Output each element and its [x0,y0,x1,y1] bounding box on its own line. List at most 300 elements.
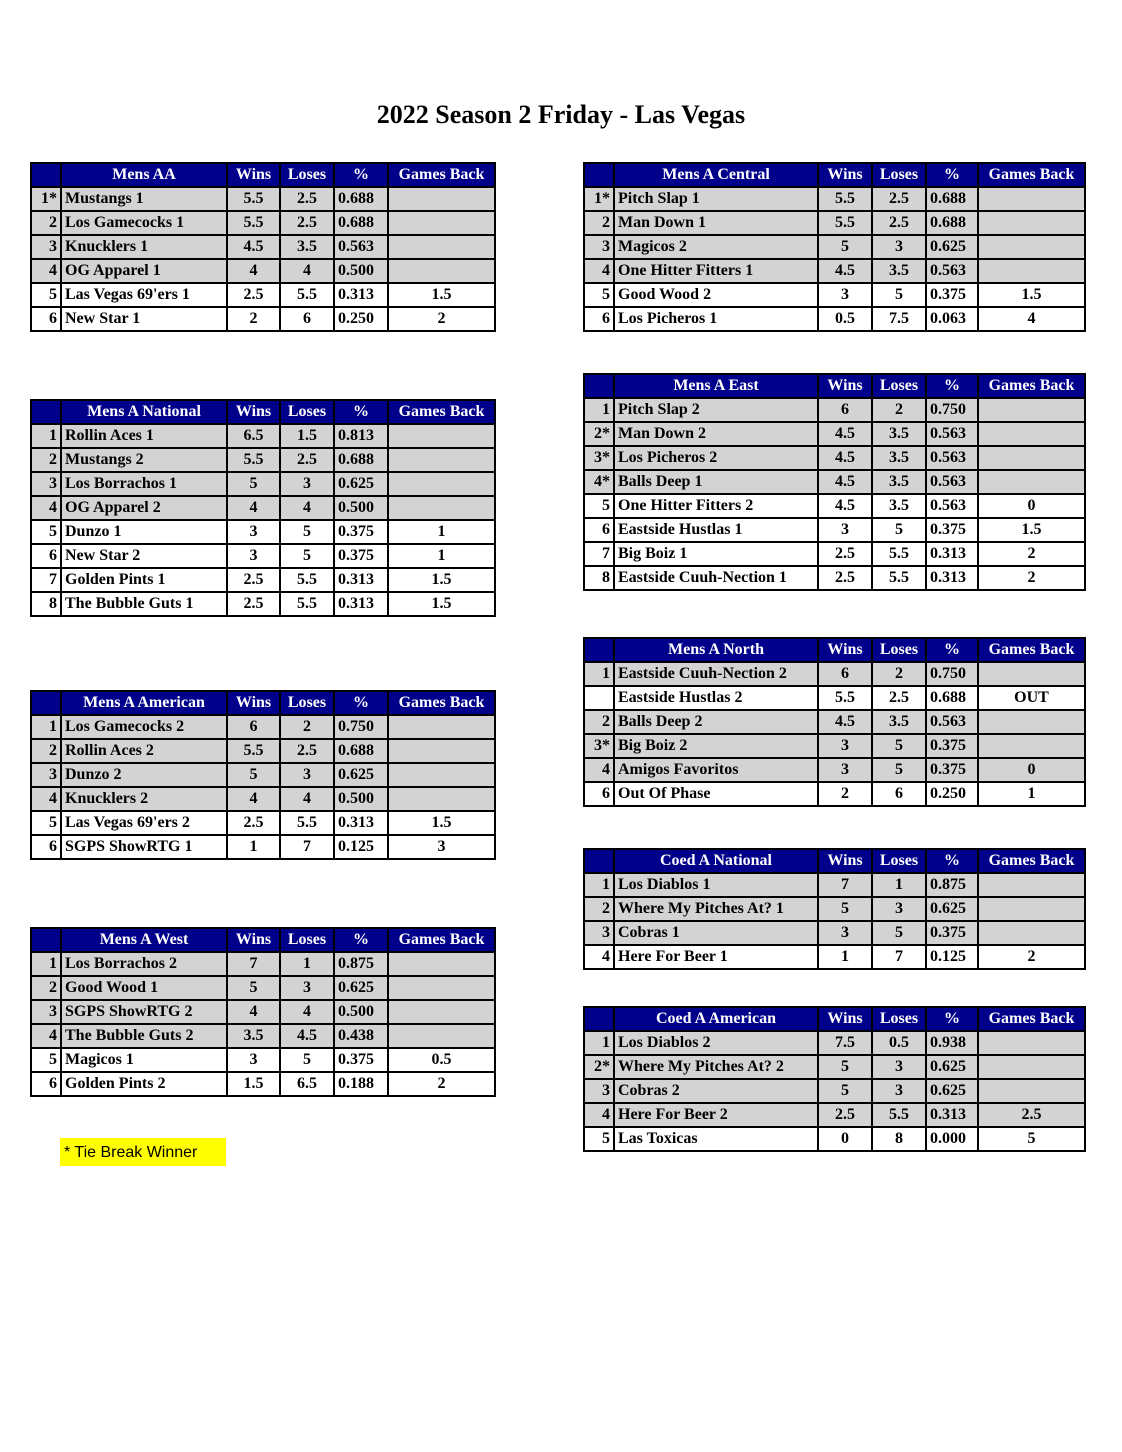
team-name: Rollin Aces 2 [61,739,227,763]
team-name: Good Wood 2 [614,283,818,307]
games-back-cell: 4 [978,307,1085,331]
games-back-cell [978,921,1085,945]
rank-cell: 3* [584,446,614,470]
games-back-cell: OUT [978,686,1085,710]
pct-cell: 0.438 [334,1024,388,1048]
table-row [584,782,1085,806]
header-pct: % [334,163,388,187]
wins-cell: 3 [818,921,872,945]
games-back-cell [978,710,1085,734]
header-loses: Loses [280,691,334,715]
wins-cell: 5 [818,235,872,259]
team-name: Man Down 2 [614,422,818,446]
table-row [31,787,495,811]
rank-cell: 4 [31,1024,61,1048]
table-row [584,235,1085,259]
pct-cell: 0.563 [334,235,388,259]
team-name: Eastside Cuuh-Nection 2 [614,662,818,686]
rank-cell: 3 [31,1000,61,1024]
wins-cell: 3 [227,520,280,544]
team-name: Cobras 1 [614,921,818,945]
wins-cell: 4 [227,259,280,283]
pct-cell: 0.500 [334,496,388,520]
standings-table [30,690,496,860]
wins-cell: 3.5 [227,1024,280,1048]
wins-cell: 4.5 [818,422,872,446]
table-row [31,520,495,544]
games-back-cell: 1.5 [388,283,495,307]
wins-cell: 2.5 [227,283,280,307]
games-back-cell [978,873,1085,897]
wins-cell: 1 [818,945,872,969]
standings-table [30,927,496,1097]
header-games-back: Games Back [388,691,495,715]
rank-cell: 2* [584,1055,614,1079]
pct-cell: 0.375 [334,520,388,544]
table-row [584,398,1085,422]
pct-cell: 0.688 [926,686,978,710]
games-back-cell [388,259,495,283]
rank-cell: 4 [31,787,61,811]
games-back-cell [978,897,1085,921]
team-name: OG Apparel 1 [61,259,227,283]
team-name: Eastside Hustlas 1 [614,518,818,542]
loses-cell: 4 [280,259,334,283]
games-back-cell: 1.5 [388,592,495,616]
table-row [31,763,495,787]
table-header-row [31,400,495,424]
loses-cell: 5 [280,520,334,544]
games-back-cell [388,235,495,259]
team-name: Los Picheros 1 [614,307,818,331]
team-name: The Bubble Guts 2 [61,1024,227,1048]
team-name: Las Toxicas [614,1127,818,1151]
games-back-cell [978,259,1085,283]
games-back-cell [388,715,495,739]
pct-cell: 0.313 [334,811,388,835]
loses-cell: 3.5 [872,494,926,518]
pct-cell: 0.375 [926,758,978,782]
pct-cell: 0.625 [926,1055,978,1079]
rank-cell: 3* [584,734,614,758]
pct-cell: 0.313 [926,566,978,590]
table-row [31,259,495,283]
pct-cell: 0.563 [926,422,978,446]
loses-cell: 5 [872,283,926,307]
table-row [584,1127,1085,1151]
wins-cell: 6 [818,398,872,422]
rank-cell: 1 [31,424,61,448]
games-back-cell: 3 [388,835,495,859]
loses-cell: 4 [280,1000,334,1024]
games-back-cell: 5 [978,1127,1085,1151]
games-back-cell [388,1024,495,1048]
team-name: Eastside Hustlas 2 [614,686,818,710]
team-name: One Hitter Fitters 1 [614,259,818,283]
loses-cell: 6 [872,782,926,806]
wins-cell: 5.5 [227,448,280,472]
loses-cell: 3.5 [872,422,926,446]
team-name: Man Down 1 [614,211,818,235]
team-name: SGPS ShowRTG 2 [61,1000,227,1024]
standings-table [583,373,1086,591]
loses-cell: 5.5 [280,592,334,616]
rank-cell: 4 [584,758,614,782]
rank-cell: 8 [584,566,614,590]
table-row [584,921,1085,945]
table-row [584,758,1085,782]
games-back-cell: 0.5 [388,1048,495,1072]
rank-cell: 1 [31,952,61,976]
loses-cell: 2.5 [280,448,334,472]
team-name: Los Diablos 2 [614,1031,818,1055]
loses-cell: 3 [872,235,926,259]
header-games-back: Games Back [978,163,1085,187]
header-wins: Wins [818,163,872,187]
wins-cell: 0 [818,1127,872,1151]
header-wins: Wins [227,928,280,952]
wins-cell: 5.5 [818,211,872,235]
table-row [31,1000,495,1024]
pct-cell: 0.375 [926,734,978,758]
header-pct: % [926,374,978,398]
pct-cell: 0.563 [926,494,978,518]
team-name: Magicos 2 [614,235,818,259]
table-row [31,283,495,307]
pct-cell: 0.875 [926,873,978,897]
header-games-back: Games Back [978,1007,1085,1031]
loses-cell: 5.5 [872,566,926,590]
wins-cell: 5 [818,897,872,921]
team-name: Los Borrachos 2 [61,952,227,976]
team-name: Where My Pitches At? 1 [614,897,818,921]
loses-cell: 3 [872,897,926,921]
division-name: Mens A West [61,928,227,952]
wins-cell: 7.5 [818,1031,872,1055]
loses-cell: 6.5 [280,1072,334,1096]
games-back-cell: 1 [388,520,495,544]
pct-cell: 0.813 [334,424,388,448]
team-name: Magicos 1 [61,1048,227,1072]
loses-cell: 2 [872,398,926,422]
games-back-cell [978,1079,1085,1103]
team-name: Los Borrachos 1 [61,472,227,496]
team-name: Golden Pints 1 [61,568,227,592]
games-back-cell [978,187,1085,211]
loses-cell: 2.5 [872,187,926,211]
standings-table [583,637,1086,807]
pct-cell: 0.313 [334,592,388,616]
standings-table [30,399,496,617]
wins-cell: 6 [227,715,280,739]
games-back-cell [978,422,1085,446]
loses-cell: 5 [872,758,926,782]
table-header-row [31,928,495,952]
wins-cell: 7 [818,873,872,897]
rank-cell: 4 [584,1103,614,1127]
pct-cell: 0.750 [926,662,978,686]
games-back-cell: 2.5 [978,1103,1085,1127]
table-row [31,739,495,763]
games-back-cell [978,1031,1085,1055]
games-back-cell: 1.5 [388,811,495,835]
team-name: Los Picheros 2 [614,446,818,470]
rank-cell: 3 [31,763,61,787]
header-wins: Wins [227,163,280,187]
loses-cell: 3 [872,1079,926,1103]
header-rank-cell [31,928,61,952]
rank-cell: 6 [31,544,61,568]
table-row [31,592,495,616]
games-back-cell [978,662,1085,686]
pct-cell: 0.625 [334,976,388,1000]
table-row [584,307,1085,331]
table-header-row [584,849,1085,873]
games-back-cell [978,1055,1085,1079]
rank-cell: 2 [31,739,61,763]
table-row [584,211,1085,235]
header-rank-cell [584,849,614,873]
table-row [31,568,495,592]
pct-cell: 0.000 [926,1127,978,1151]
header-loses: Loses [280,163,334,187]
table-row [31,835,495,859]
loses-cell: 3.5 [280,235,334,259]
rank-cell: 1 [584,662,614,686]
division-name: Coed A National [614,849,818,873]
loses-cell: 5.5 [872,1103,926,1127]
team-name: Big Boiz 2 [614,734,818,758]
team-name: Pitch Slap 2 [614,398,818,422]
wins-cell: 2.5 [227,568,280,592]
games-back-cell [388,448,495,472]
wins-cell: 4.5 [818,494,872,518]
games-back-cell [388,424,495,448]
pct-cell: 0.688 [334,739,388,763]
wins-cell: 5 [227,976,280,1000]
rank-cell: 3 [31,472,61,496]
team-name: Los Diablos 1 [614,873,818,897]
table-row [584,494,1085,518]
loses-cell: 3.5 [872,446,926,470]
rank-cell [584,686,614,710]
wins-cell: 4.5 [818,446,872,470]
header-pct: % [926,163,978,187]
table-row [584,710,1085,734]
team-name: Rollin Aces 1 [61,424,227,448]
header-games-back: Games Back [978,638,1085,662]
pct-cell: 0.688 [334,187,388,211]
division-name: Coed A American [614,1007,818,1031]
wins-cell: 4 [227,1000,280,1024]
loses-cell: 7 [280,835,334,859]
games-back-cell [978,211,1085,235]
header-games-back: Games Back [388,928,495,952]
games-back-cell [388,976,495,1000]
loses-cell: 6 [280,307,334,331]
table-row [31,496,495,520]
games-back-cell: 1 [388,544,495,568]
wins-cell: 2.5 [818,542,872,566]
rank-cell: 2 [31,448,61,472]
header-loses: Loses [280,400,334,424]
team-name: Eastside Cuuh-Nection 1 [614,566,818,590]
table-row [584,422,1085,446]
loses-cell: 4 [280,787,334,811]
table-row [31,952,495,976]
rank-cell: 5 [584,494,614,518]
table-row [584,259,1085,283]
loses-cell: 2.5 [280,187,334,211]
games-back-cell [388,787,495,811]
header-wins: Wins [227,691,280,715]
table-row [31,811,495,835]
pct-cell: 0.125 [926,945,978,969]
table-row [31,211,495,235]
games-back-cell: 0 [978,494,1085,518]
table-row [31,1024,495,1048]
rank-cell: 1* [584,187,614,211]
standings-table [583,848,1086,970]
header-loses: Loses [872,638,926,662]
team-name: Dunzo 1 [61,520,227,544]
header-rank-cell [584,163,614,187]
pct-cell: 0.188 [334,1072,388,1096]
header-games-back: Games Back [388,163,495,187]
pct-cell: 0.750 [926,398,978,422]
wins-cell: 5 [818,1079,872,1103]
loses-cell: 4 [280,496,334,520]
wins-cell: 1.5 [227,1072,280,1096]
games-back-cell [978,446,1085,470]
rank-cell: 6 [584,518,614,542]
wins-cell: 2.5 [227,592,280,616]
table-row [584,1055,1085,1079]
games-back-cell: 1.5 [978,518,1085,542]
team-name: Mustangs 1 [61,187,227,211]
table-row [31,544,495,568]
loses-cell: 5.5 [280,568,334,592]
wins-cell: 4.5 [818,259,872,283]
header-wins: Wins [818,638,872,662]
wins-cell: 7 [227,952,280,976]
team-name: Las Vegas 69'ers 1 [61,283,227,307]
loses-cell: 3.5 [872,710,926,734]
header-pct: % [926,1007,978,1031]
team-name: Cobras 2 [614,1079,818,1103]
rank-cell: 5 [31,1048,61,1072]
pct-cell: 0.375 [334,544,388,568]
division-name: Mens A Central [614,163,818,187]
games-back-cell: 0 [978,758,1085,782]
loses-cell: 1 [280,952,334,976]
table-row [584,1031,1085,1055]
page-title: 2022 Season 2 Friday - Las Vegas [376,100,746,129]
games-back-cell: 1 [978,782,1085,806]
games-back-cell [388,739,495,763]
pct-cell: 0.500 [334,787,388,811]
team-name: Out Of Phase [614,782,818,806]
rank-cell: 2 [584,897,614,921]
pct-cell: 0.563 [926,259,978,283]
header-games-back: Games Back [388,400,495,424]
loses-cell: 7 [872,945,926,969]
wins-cell: 6 [818,662,872,686]
pct-cell: 0.313 [926,1103,978,1127]
loses-cell: 1 [872,873,926,897]
table-row [584,1079,1085,1103]
division-name: Mens AA [61,163,227,187]
loses-cell: 5 [280,544,334,568]
table-row [584,446,1085,470]
table-row [584,897,1085,921]
table-row [584,662,1085,686]
team-name: New Star 1 [61,307,227,331]
loses-cell: 5 [872,518,926,542]
pct-cell: 0.563 [926,470,978,494]
pct-cell: 0.125 [334,835,388,859]
table-row [584,734,1085,758]
loses-cell: 5.5 [872,542,926,566]
rank-cell: 2* [584,422,614,446]
rank-cell: 6 [31,307,61,331]
table-header-row [31,163,495,187]
pct-cell: 0.313 [926,542,978,566]
header-rank-cell [31,400,61,424]
team-name: Knucklers 2 [61,787,227,811]
table-header-row [584,638,1085,662]
games-back-cell: 2 [978,945,1085,969]
pct-cell: 0.563 [926,446,978,470]
table-row [31,1048,495,1072]
team-name: Big Boiz 1 [614,542,818,566]
rank-cell: 8 [31,592,61,616]
loses-cell: 7.5 [872,307,926,331]
table-header-row [584,374,1085,398]
table-row [31,448,495,472]
loses-cell: 5 [872,734,926,758]
table-row [31,187,495,211]
header-rank-cell [584,1007,614,1031]
pct-cell: 0.625 [334,472,388,496]
team-name: Amigos Favoritos [614,758,818,782]
rank-cell: 3 [584,1079,614,1103]
rank-cell: 5 [31,811,61,835]
wins-cell: 5.5 [227,739,280,763]
rank-cell: 5 [584,1127,614,1151]
team-name: Mustangs 2 [61,448,227,472]
loses-cell: 8 [872,1127,926,1151]
table-header-row [584,1007,1085,1031]
table-row [584,542,1085,566]
header-loses: Loses [872,374,926,398]
rank-cell: 6 [584,307,614,331]
team-name: Knucklers 1 [61,235,227,259]
loses-cell: 0.5 [872,1031,926,1055]
table-row [584,470,1085,494]
wins-cell: 4.5 [818,470,872,494]
team-name: Golden Pints 2 [61,1072,227,1096]
loses-cell: 5.5 [280,811,334,835]
team-name: Pitch Slap 1 [614,187,818,211]
pct-cell: 0.750 [334,715,388,739]
wins-cell: 2 [227,307,280,331]
loses-cell: 2.5 [280,211,334,235]
pct-cell: 0.500 [334,259,388,283]
rank-cell: 3 [584,921,614,945]
rank-cell: 1 [584,873,614,897]
rank-cell: 4* [584,470,614,494]
